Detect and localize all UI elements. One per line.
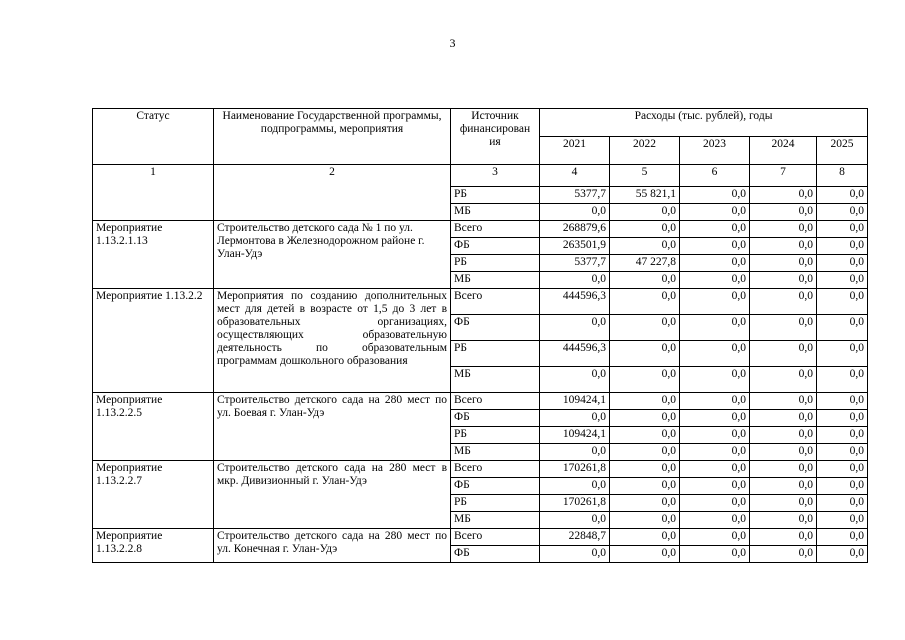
measure-status: Мероприятие 1.13.2.1.13 — [93, 221, 214, 289]
value-cell: 0,0 — [750, 461, 817, 478]
measure-name: Строительство детского сада на 280 мест по ул. Конечная г. Улан-Удэ — [214, 529, 451, 563]
measure-status: Мероприятие 1.13.2.2.5 — [93, 393, 214, 461]
value-cell: 0,0 — [750, 427, 817, 444]
value-cell: 0,0 — [680, 315, 750, 341]
value-cell: 0,0 — [680, 546, 750, 563]
source-cell: ФБ — [451, 546, 540, 563]
value-cell: 0,0 — [610, 427, 680, 444]
col-num-5: 5 — [610, 165, 680, 187]
value-cell: 0,0 — [817, 315, 868, 341]
value-cell: 0,0 — [817, 461, 868, 478]
value-cell: 0,0 — [540, 204, 610, 221]
value-cell: 0,0 — [817, 478, 868, 495]
value-cell: 109424,1 — [540, 393, 610, 410]
value-cell: 0,0 — [680, 427, 750, 444]
value-cell: 0,0 — [680, 289, 750, 315]
source-cell: Всего — [451, 221, 540, 238]
col-num-4: 4 — [540, 165, 610, 187]
value-cell: 0,0 — [610, 410, 680, 427]
value-cell: 0,0 — [610, 478, 680, 495]
value-cell: 0,0 — [750, 367, 817, 393]
value-cell: 0,0 — [817, 238, 868, 255]
measure-name: Строительство детского сада на 280 мест в мкр. Дивизионный г. Улан-Удэ — [214, 461, 451, 529]
value-cell: 5377,7 — [540, 187, 610, 204]
value-cell: 0,0 — [750, 272, 817, 289]
value-cell: 0,0 — [680, 410, 750, 427]
value-cell: 0,0 — [817, 289, 868, 315]
header-name: Наименование Государственной программы, подпрограммы, мероприятия — [214, 109, 451, 165]
value-cell: 263501,9 — [540, 238, 610, 255]
value-cell: 268879,6 — [540, 221, 610, 238]
source-cell: МБ — [451, 204, 540, 221]
col-num-6: 6 — [680, 165, 750, 187]
source-cell: Всего — [451, 393, 540, 410]
value-cell: 0,0 — [680, 204, 750, 221]
page-number: 3 — [449, 36, 456, 50]
value-cell: 0,0 — [540, 272, 610, 289]
source-cell: РБ — [451, 427, 540, 444]
value-cell: 0,0 — [610, 204, 680, 221]
value-cell: 0,0 — [750, 341, 817, 367]
table-row — [93, 461, 868, 478]
col-num-2: 2 — [214, 165, 451, 221]
table-row — [93, 393, 868, 410]
value-cell: 0,0 — [750, 512, 817, 529]
value-cell: 0,0 — [817, 341, 868, 367]
value-cell: 0,0 — [817, 495, 868, 512]
value-cell: 0,0 — [680, 512, 750, 529]
value-cell: 0,0 — [817, 272, 868, 289]
value-cell: 0,0 — [750, 444, 817, 461]
value-cell: 0,0 — [610, 393, 680, 410]
value-cell: 0,0 — [817, 512, 868, 529]
value-cell: 0,0 — [750, 187, 817, 204]
measure-status: Мероприятие 1.13.2.2.7 — [93, 461, 214, 529]
value-cell: 0,0 — [680, 367, 750, 393]
value-cell: 0,0 — [750, 529, 817, 546]
col-num-7: 7 — [750, 165, 817, 187]
value-cell: 0,0 — [817, 546, 868, 563]
value-cell: 0,0 — [610, 315, 680, 341]
table-row — [93, 529, 868, 546]
source-cell: РБ — [451, 255, 540, 272]
year-2023: 2023 — [680, 137, 750, 165]
value-cell: 170261,8 — [540, 495, 610, 512]
measure-status: Мероприятие 1.13.2.2.8 — [93, 529, 214, 563]
measure-name: Строительство детского сада № 1 по ул. Лермонтова в Железнодорожном районе г. Улан-Удэ — [214, 221, 451, 289]
value-cell: 0,0 — [680, 393, 750, 410]
value-cell: 0,0 — [750, 204, 817, 221]
value-cell: 5377,7 — [540, 255, 610, 272]
source-cell: Всего — [451, 529, 540, 546]
value-cell: 0,0 — [817, 255, 868, 272]
year-2024: 2024 — [750, 137, 817, 165]
value-cell: 22848,7 — [540, 529, 610, 546]
value-cell: 0,0 — [610, 495, 680, 512]
header-source: Источник финансирован ия — [451, 109, 540, 165]
value-cell: 0,0 — [680, 221, 750, 238]
source-cell: Всего — [451, 289, 540, 315]
value-cell: 0,0 — [680, 255, 750, 272]
year-2021: 2021 — [540, 137, 610, 165]
value-cell: 0,0 — [817, 529, 868, 546]
value-cell: 0,0 — [610, 289, 680, 315]
table-row — [93, 289, 868, 315]
col-num-3: 3 — [451, 165, 540, 187]
value-cell: 0,0 — [750, 289, 817, 315]
value-cell: 444596,3 — [540, 289, 610, 315]
value-cell: 0,0 — [610, 367, 680, 393]
source-cell: РБ — [451, 495, 540, 512]
value-cell: 444596,3 — [540, 341, 610, 367]
value-cell: 0,0 — [750, 546, 817, 563]
value-cell: 47 227,8 — [610, 255, 680, 272]
value-cell: 0,0 — [610, 272, 680, 289]
value-cell: 0,0 — [610, 512, 680, 529]
value-cell: 0,0 — [610, 546, 680, 563]
source-cell: Всего — [451, 461, 540, 478]
value-cell: 0,0 — [817, 427, 868, 444]
value-cell: 0,0 — [680, 272, 750, 289]
value-cell: 0,0 — [750, 255, 817, 272]
source-cell: ФБ — [451, 238, 540, 255]
value-cell: 0,0 — [750, 393, 817, 410]
value-cell: 0,0 — [750, 315, 817, 341]
value-cell: 170261,8 — [540, 461, 610, 478]
value-cell: 0,0 — [680, 341, 750, 367]
source-cell: РБ — [451, 187, 540, 204]
value-cell: 0,0 — [750, 478, 817, 495]
header-expenses: Расходы (тыс. рублей), годы — [540, 109, 868, 137]
source-cell: МБ — [451, 444, 540, 461]
value-cell: 0,0 — [610, 221, 680, 238]
column-number-row — [93, 165, 868, 187]
source-cell: ФБ — [451, 478, 540, 495]
source-cell: ФБ — [451, 315, 540, 341]
source-cell: МБ — [451, 272, 540, 289]
value-cell: 0,0 — [680, 238, 750, 255]
value-cell: 109424,1 — [540, 427, 610, 444]
value-cell: 0,0 — [610, 444, 680, 461]
col-num-8: 8 — [817, 165, 868, 187]
value-cell: 0,0 — [680, 529, 750, 546]
value-cell: 0,0 — [750, 238, 817, 255]
source-cell: РБ — [451, 341, 540, 367]
measure-name: Строительство детского сада на 280 мест по ул. Боевая г. Улан-Удэ — [214, 393, 451, 461]
col-num-1: 1 — [93, 165, 214, 221]
value-cell: 0,0 — [540, 367, 610, 393]
value-cell: 0,0 — [610, 461, 680, 478]
year-2022: 2022 — [610, 137, 680, 165]
value-cell: 0,0 — [817, 204, 868, 221]
measure-name: Мероприятия по созданию дополнительных мест для детей в возрасте от 1,5 до 3 лет в образовательных организациях, осуществляющих образовательную деятельность по образовательным программам дошкольного образования — [214, 289, 451, 393]
value-cell: 0,0 — [540, 410, 610, 427]
year-2025: 2025 — [817, 137, 868, 165]
value-cell: 0,0 — [680, 495, 750, 512]
value-cell: 0,0 — [750, 495, 817, 512]
value-cell: 0,0 — [817, 444, 868, 461]
value-cell: 0,0 — [680, 444, 750, 461]
value-cell: 0,0 — [540, 444, 610, 461]
value-cell: 0,0 — [750, 410, 817, 427]
value-cell: 0,0 — [540, 512, 610, 529]
value-cell: 0,0 — [817, 221, 868, 238]
value-cell: 0,0 — [540, 546, 610, 563]
source-cell: МБ — [451, 512, 540, 529]
source-cell: ФБ — [451, 410, 540, 427]
value-cell: 55 821,1 — [610, 187, 680, 204]
value-cell: 0,0 — [610, 341, 680, 367]
header-status: Статус — [93, 109, 214, 165]
source-cell: МБ — [451, 367, 540, 393]
value-cell: 0,0 — [680, 461, 750, 478]
value-cell: 0,0 — [610, 238, 680, 255]
value-cell: 0,0 — [680, 187, 750, 204]
value-cell: 0,0 — [540, 315, 610, 341]
value-cell: 0,0 — [540, 478, 610, 495]
value-cell: 0,0 — [610, 529, 680, 546]
budget-table — [92, 108, 868, 563]
value-cell: 0,0 — [817, 410, 868, 427]
value-cell: 0,0 — [817, 367, 868, 393]
value-cell: 0,0 — [680, 478, 750, 495]
value-cell: 0,0 — [817, 187, 868, 204]
value-cell: 0,0 — [817, 393, 868, 410]
value-cell: 0,0 — [750, 221, 817, 238]
header-row — [93, 109, 868, 137]
measure-status: Мероприятие 1.13.2.2 — [93, 289, 214, 393]
table-row — [93, 221, 868, 238]
